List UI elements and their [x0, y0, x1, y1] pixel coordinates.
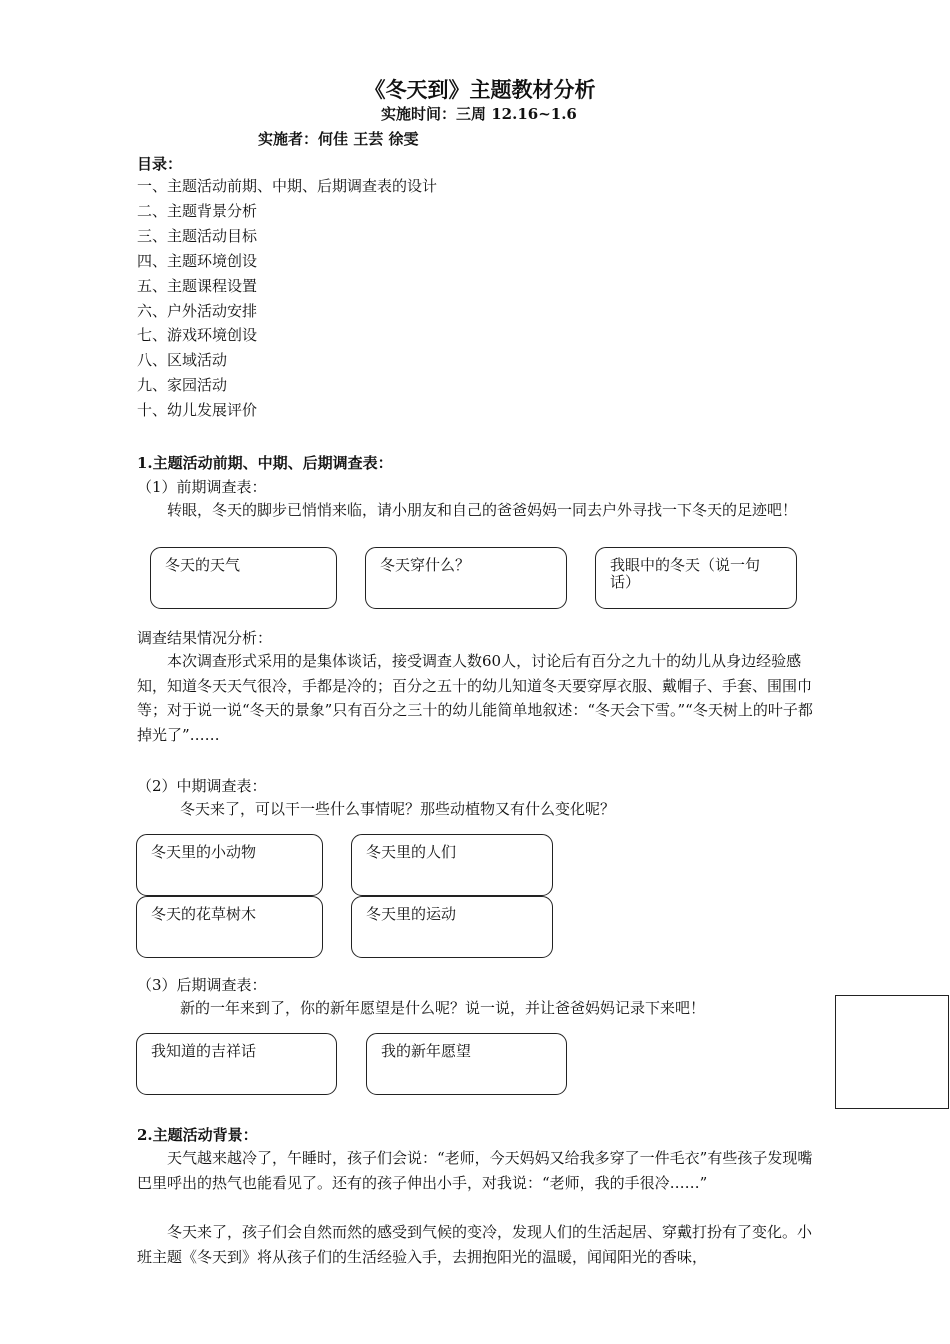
- toc-item: 七、游戏环境创设: [137, 326, 258, 345]
- survey-box-blessings: 我知道的吉祥话: [136, 1033, 337, 1095]
- toc-item: 六、户外活动安排: [137, 301, 258, 320]
- late-survey-intro: 新的一年来到了，你的新年愿望是什么呢？说一说，并让爸爸妈妈记录下来吧！: [180, 999, 706, 1017]
- survey-box-animals: 冬天里的小动物: [136, 834, 323, 896]
- toc-item: 九、家园活动: [137, 376, 228, 395]
- survey-box-my-winter: 我眼中的冬天（说一句话）: [595, 547, 797, 609]
- toc-list: [137, 174, 437, 423]
- survey-box-sports: 冬天里的运动: [351, 896, 553, 958]
- section2-paragraph-2: 冬天来了，孩子们会自然而然的感受到气候的变冷，发现人们的生活起居、穿戴打扮有了变化。小班主题《冬天到》将从孩子们的生活经验入手，去拥抱阳光的温暖，闻闻阳光的香味，: [137, 1223, 813, 1266]
- section2-paragraph-1: 天气越来越冷了，午睡时，孩子们会说：“老师，今天妈妈又给我多穿了一件毛衣”有些孩子发现嘴巴里呼出的热气也能看见了。还有的孩子伸出小手，对我说：“老师，我的手很冷……”: [137, 1149, 813, 1192]
- implementers: 实施者：何佳 王芸 徐雯: [258, 130, 419, 148]
- toc-heading: 目录：: [137, 155, 183, 173]
- survey-box-clothing: 冬天穿什么？: [365, 547, 567, 609]
- late-survey-label: （3）后期调查表：: [137, 976, 267, 994]
- early-survey-intro: 转眼，冬天的脚步已悄悄来临，请小朋友和自己的爸爸妈妈一同去户外寻找一下冬天的足迹吧！: [167, 501, 798, 519]
- survey-box-new-year-wish: 我的新年愿望: [366, 1033, 567, 1095]
- implementation-time: 实施时间：三周 12.16~1.6: [381, 105, 577, 123]
- section1-heading: 1.主题活动前期、中期、后期调查表：: [137, 454, 393, 472]
- survey-box-plants: 冬天的花草树木: [136, 896, 323, 958]
- early-survey-label: （1）前期调查表：: [137, 478, 267, 496]
- toc-item: 五、主题课程设置: [137, 276, 258, 295]
- mid-survey-intro: 冬天来了，可以干一些什么事情呢？那些动植物又有什么变化呢？: [180, 800, 616, 818]
- toc-item: 三、主题活动目标: [137, 226, 258, 245]
- survey-box-people: 冬天里的人们: [351, 834, 553, 896]
- toc-item: 二、主题背景分析: [137, 201, 258, 220]
- toc-item: 一、主题活动前期、中期、后期调查表的设计: [137, 177, 438, 195]
- mid-survey-label: （2）中期调查表：: [137, 777, 267, 795]
- toc-item: 十、幼儿发展评价: [137, 401, 258, 420]
- section2-heading: 2.主题活动背景：: [137, 1126, 258, 1144]
- empty-frame: [835, 995, 949, 1109]
- survey-box-weather: 冬天的天气: [150, 547, 337, 609]
- survey-result-label: 调查结果情况分析：: [137, 629, 273, 647]
- toc-item: 四、主题环境创设: [137, 251, 258, 270]
- toc-item: 八、区域活动: [137, 351, 228, 370]
- page-title: 《冬天到》主题教材分析: [364, 77, 596, 102]
- survey-result-text: 本次调查形式采用的是集体谈话，接受调查人数60人，讨论后有百分之九十的幼儿从身边经验感知，知道冬天天气很冷，手都是冷的；百分之五十的幼儿知道冬天要穿厚衣服、戴帽子、手套、围围巾等；对于说一说“冬天的景象”只有百分之三十的幼儿能简单地叙述：“冬天会下雪。”“冬天树上的叶子都掉光了”……: [137, 652, 813, 744]
